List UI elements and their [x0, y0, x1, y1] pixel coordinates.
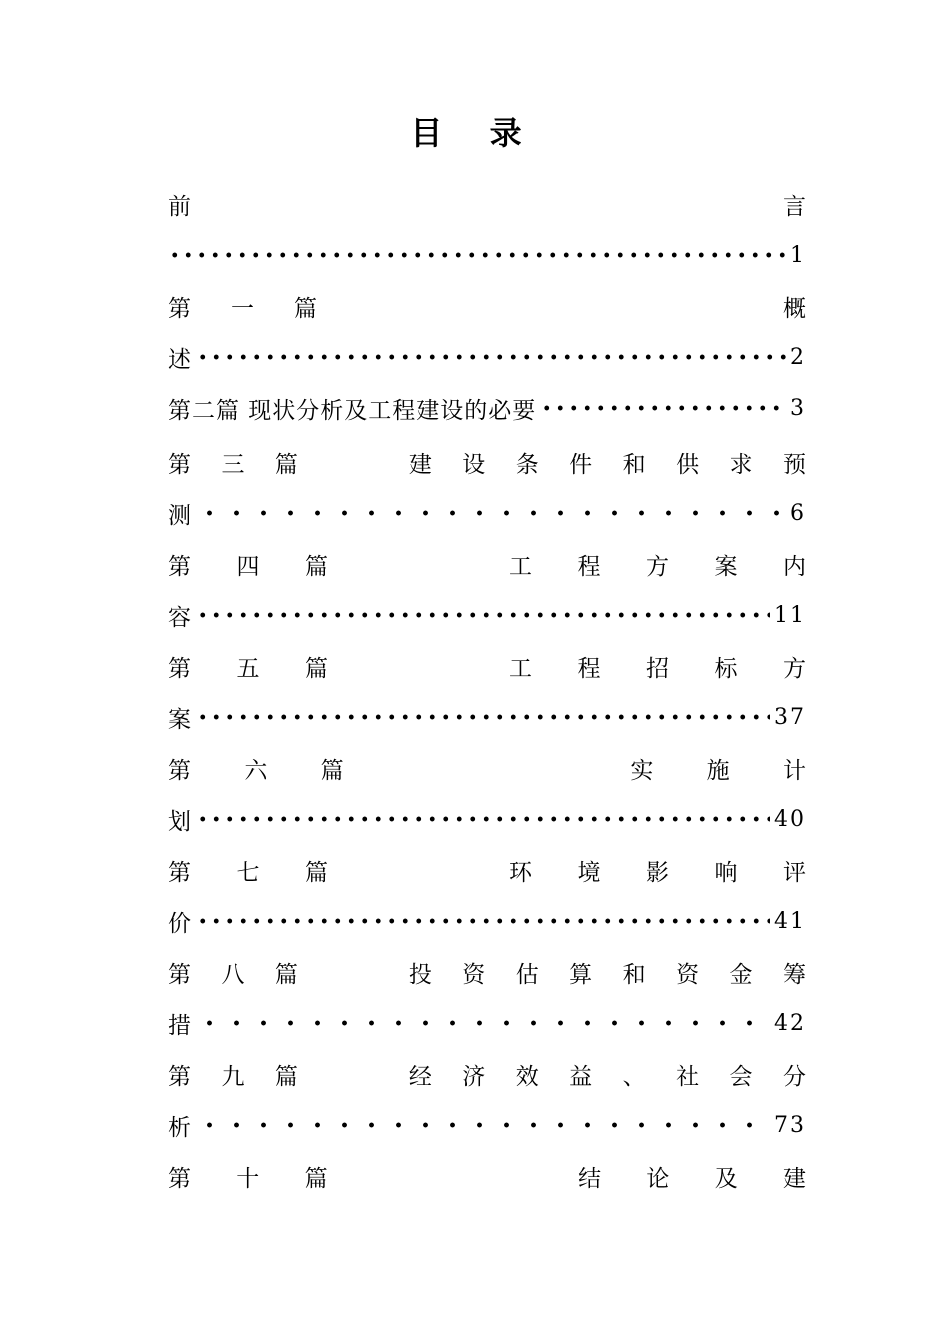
toc-text: 预 [782, 451, 806, 478]
toc-text: 济 [462, 1063, 486, 1090]
toc-text: 算 [569, 961, 593, 988]
toc-text: 程 [577, 655, 601, 682]
toc-entry-preface[interactable] [168, 184, 806, 224]
toc-text: 求 [729, 451, 753, 478]
toc-text: 第 [168, 757, 191, 784]
toc-text: 工 [509, 655, 532, 682]
toc-text: 效 [515, 1063, 539, 1090]
toc-text: 四 [236, 553, 260, 580]
toc-text: 内 [783, 553, 806, 580]
toc-text: 设 [462, 451, 486, 478]
toc-text: 第 [168, 1165, 191, 1192]
dot-leader [196, 595, 770, 635]
toc-entry-part7[interactable] [168, 850, 806, 890]
toc-text: 概 [783, 295, 806, 322]
toc-leader-row [168, 1003, 806, 1043]
toc-text: 程 [577, 553, 601, 580]
dot-leader [540, 388, 786, 428]
toc-text: 经 [408, 1063, 432, 1090]
dot-leader [168, 235, 786, 275]
page-number: 3 [790, 395, 806, 421]
toc-text: 评 [783, 859, 806, 886]
toc-entry-part9[interactable] [168, 1054, 806, 1094]
toc-text: 篇 [320, 757, 344, 784]
toc-text: 十 [236, 1165, 260, 1192]
toc-text: 五 [236, 655, 260, 682]
toc-text: 资 [462, 961, 486, 988]
toc-entry-part5[interactable] [168, 646, 806, 686]
page-number: 73 [774, 1112, 806, 1138]
toc-text: 工 [509, 553, 532, 580]
toc-leader-row [168, 799, 806, 839]
toc-text: 九 [221, 1063, 245, 1090]
toc-entry-part10[interactable] [168, 1156, 806, 1196]
page-number: 11 [774, 602, 806, 628]
page-number: 41 [774, 908, 806, 934]
toc-text: 施 [706, 757, 730, 784]
toc-text: 第 [168, 553, 191, 580]
toc-text: 建 [408, 451, 432, 478]
dot-leader [196, 493, 786, 533]
toc-text: 言 [783, 193, 806, 220]
toc-text: 篇 [274, 451, 298, 478]
toc-text: 篇 [305, 655, 328, 682]
toc-text: 篇 [304, 1165, 328, 1192]
toc-leader-row [168, 901, 806, 941]
toc-text: 境 [577, 859, 601, 886]
page-number: 2 [790, 344, 806, 370]
toc-text: 投 [408, 961, 432, 988]
toc-entry-part1[interactable] [168, 286, 806, 326]
toc-text: 容 [168, 604, 192, 631]
toc-text: 篇 [305, 859, 328, 886]
toc-text: 件 [569, 451, 593, 478]
toc-leader-row [168, 595, 806, 635]
page-number: 1 [790, 242, 806, 268]
toc-text: 篇 [274, 1063, 298, 1090]
toc-text: 结 [578, 1165, 602, 1192]
dot-leader [196, 1105, 770, 1145]
toc-text: 供 [676, 451, 700, 478]
toc-text: 篇 [274, 961, 298, 988]
toc-text: 第 [168, 655, 191, 682]
toc-text: 、 [622, 1063, 646, 1090]
toc-text: 招 [646, 655, 669, 682]
toc-text: 计 [782, 757, 806, 784]
toc-text: 三 [221, 451, 245, 478]
page-number: 6 [790, 500, 806, 526]
toc-text: 方 [646, 553, 669, 580]
toc-text: 论 [646, 1165, 670, 1192]
toc-text: 析 [168, 1114, 192, 1141]
toc-leader-row [168, 337, 806, 377]
page-number: 37 [774, 704, 806, 730]
toc-text: 环 [509, 859, 532, 886]
toc-text: 和 [622, 451, 646, 478]
toc-text: 价 [168, 910, 192, 937]
toc-text: 第二篇 现状分析及工程建设的必要 [168, 397, 537, 424]
toc-text: 第 [168, 1063, 191, 1090]
toc-text: 益 [569, 1063, 593, 1090]
dot-leader [196, 1003, 770, 1043]
toc-text: 述 [168, 346, 192, 373]
toc-text: 金 [729, 961, 753, 988]
toc-text: 第 [168, 961, 191, 988]
toc-text: 六 [244, 757, 268, 784]
toc-text: 会 [729, 1063, 753, 1090]
toc-text: 第 [168, 451, 191, 478]
toc-text: 测 [168, 502, 192, 529]
toc-leader-row [168, 697, 806, 737]
toc-text: 方 [783, 655, 806, 682]
toc-text: 八 [221, 961, 245, 988]
dot-leader [196, 799, 770, 839]
toc-text: 七 [236, 859, 260, 886]
toc-text: 篇 [294, 295, 317, 322]
toc-title: 目 录 [410, 114, 540, 152]
toc-text: 划 [168, 808, 192, 835]
toc-text: 和 [622, 961, 646, 988]
toc-entry-part3[interactable] [168, 442, 806, 482]
toc-text: 第 [168, 859, 191, 886]
toc-text: 措 [168, 1012, 192, 1039]
toc-leader-row [168, 235, 806, 275]
toc-text: 前 [168, 193, 191, 220]
toc-text: 分 [782, 1063, 806, 1090]
toc-leader-row [168, 493, 806, 533]
toc-text: 筹 [782, 961, 806, 988]
dot-leader [196, 901, 770, 941]
toc-text: 响 [714, 859, 738, 886]
toc-text: 案 [714, 553, 738, 580]
dot-leader [196, 337, 786, 377]
toc-text: 篇 [305, 553, 328, 580]
toc-leader-row [168, 1105, 806, 1145]
page-number: 40 [774, 806, 806, 832]
page-number: 42 [774, 1010, 806, 1036]
toc-text: 及 [714, 1165, 738, 1192]
toc-text: 资 [676, 961, 700, 988]
toc-entry-part2[interactable] [168, 388, 806, 428]
toc-text: 案 [168, 706, 192, 733]
toc-text: 第 [168, 295, 191, 322]
toc-text: 社 [676, 1063, 700, 1090]
toc-entry-part6[interactable] [168, 748, 806, 788]
toc-text: 标 [714, 655, 738, 682]
toc-text: 影 [646, 859, 669, 886]
dot-leader [196, 697, 770, 737]
toc-text: 估 [515, 961, 539, 988]
toc-text: 一 [231, 295, 254, 322]
toc-text: 条 [515, 451, 539, 478]
toc-text: 实 [630, 757, 654, 784]
toc-text: 建 [782, 1165, 806, 1192]
toc-entry-part4[interactable] [168, 544, 806, 584]
toc-entry-part8[interactable] [168, 952, 806, 992]
